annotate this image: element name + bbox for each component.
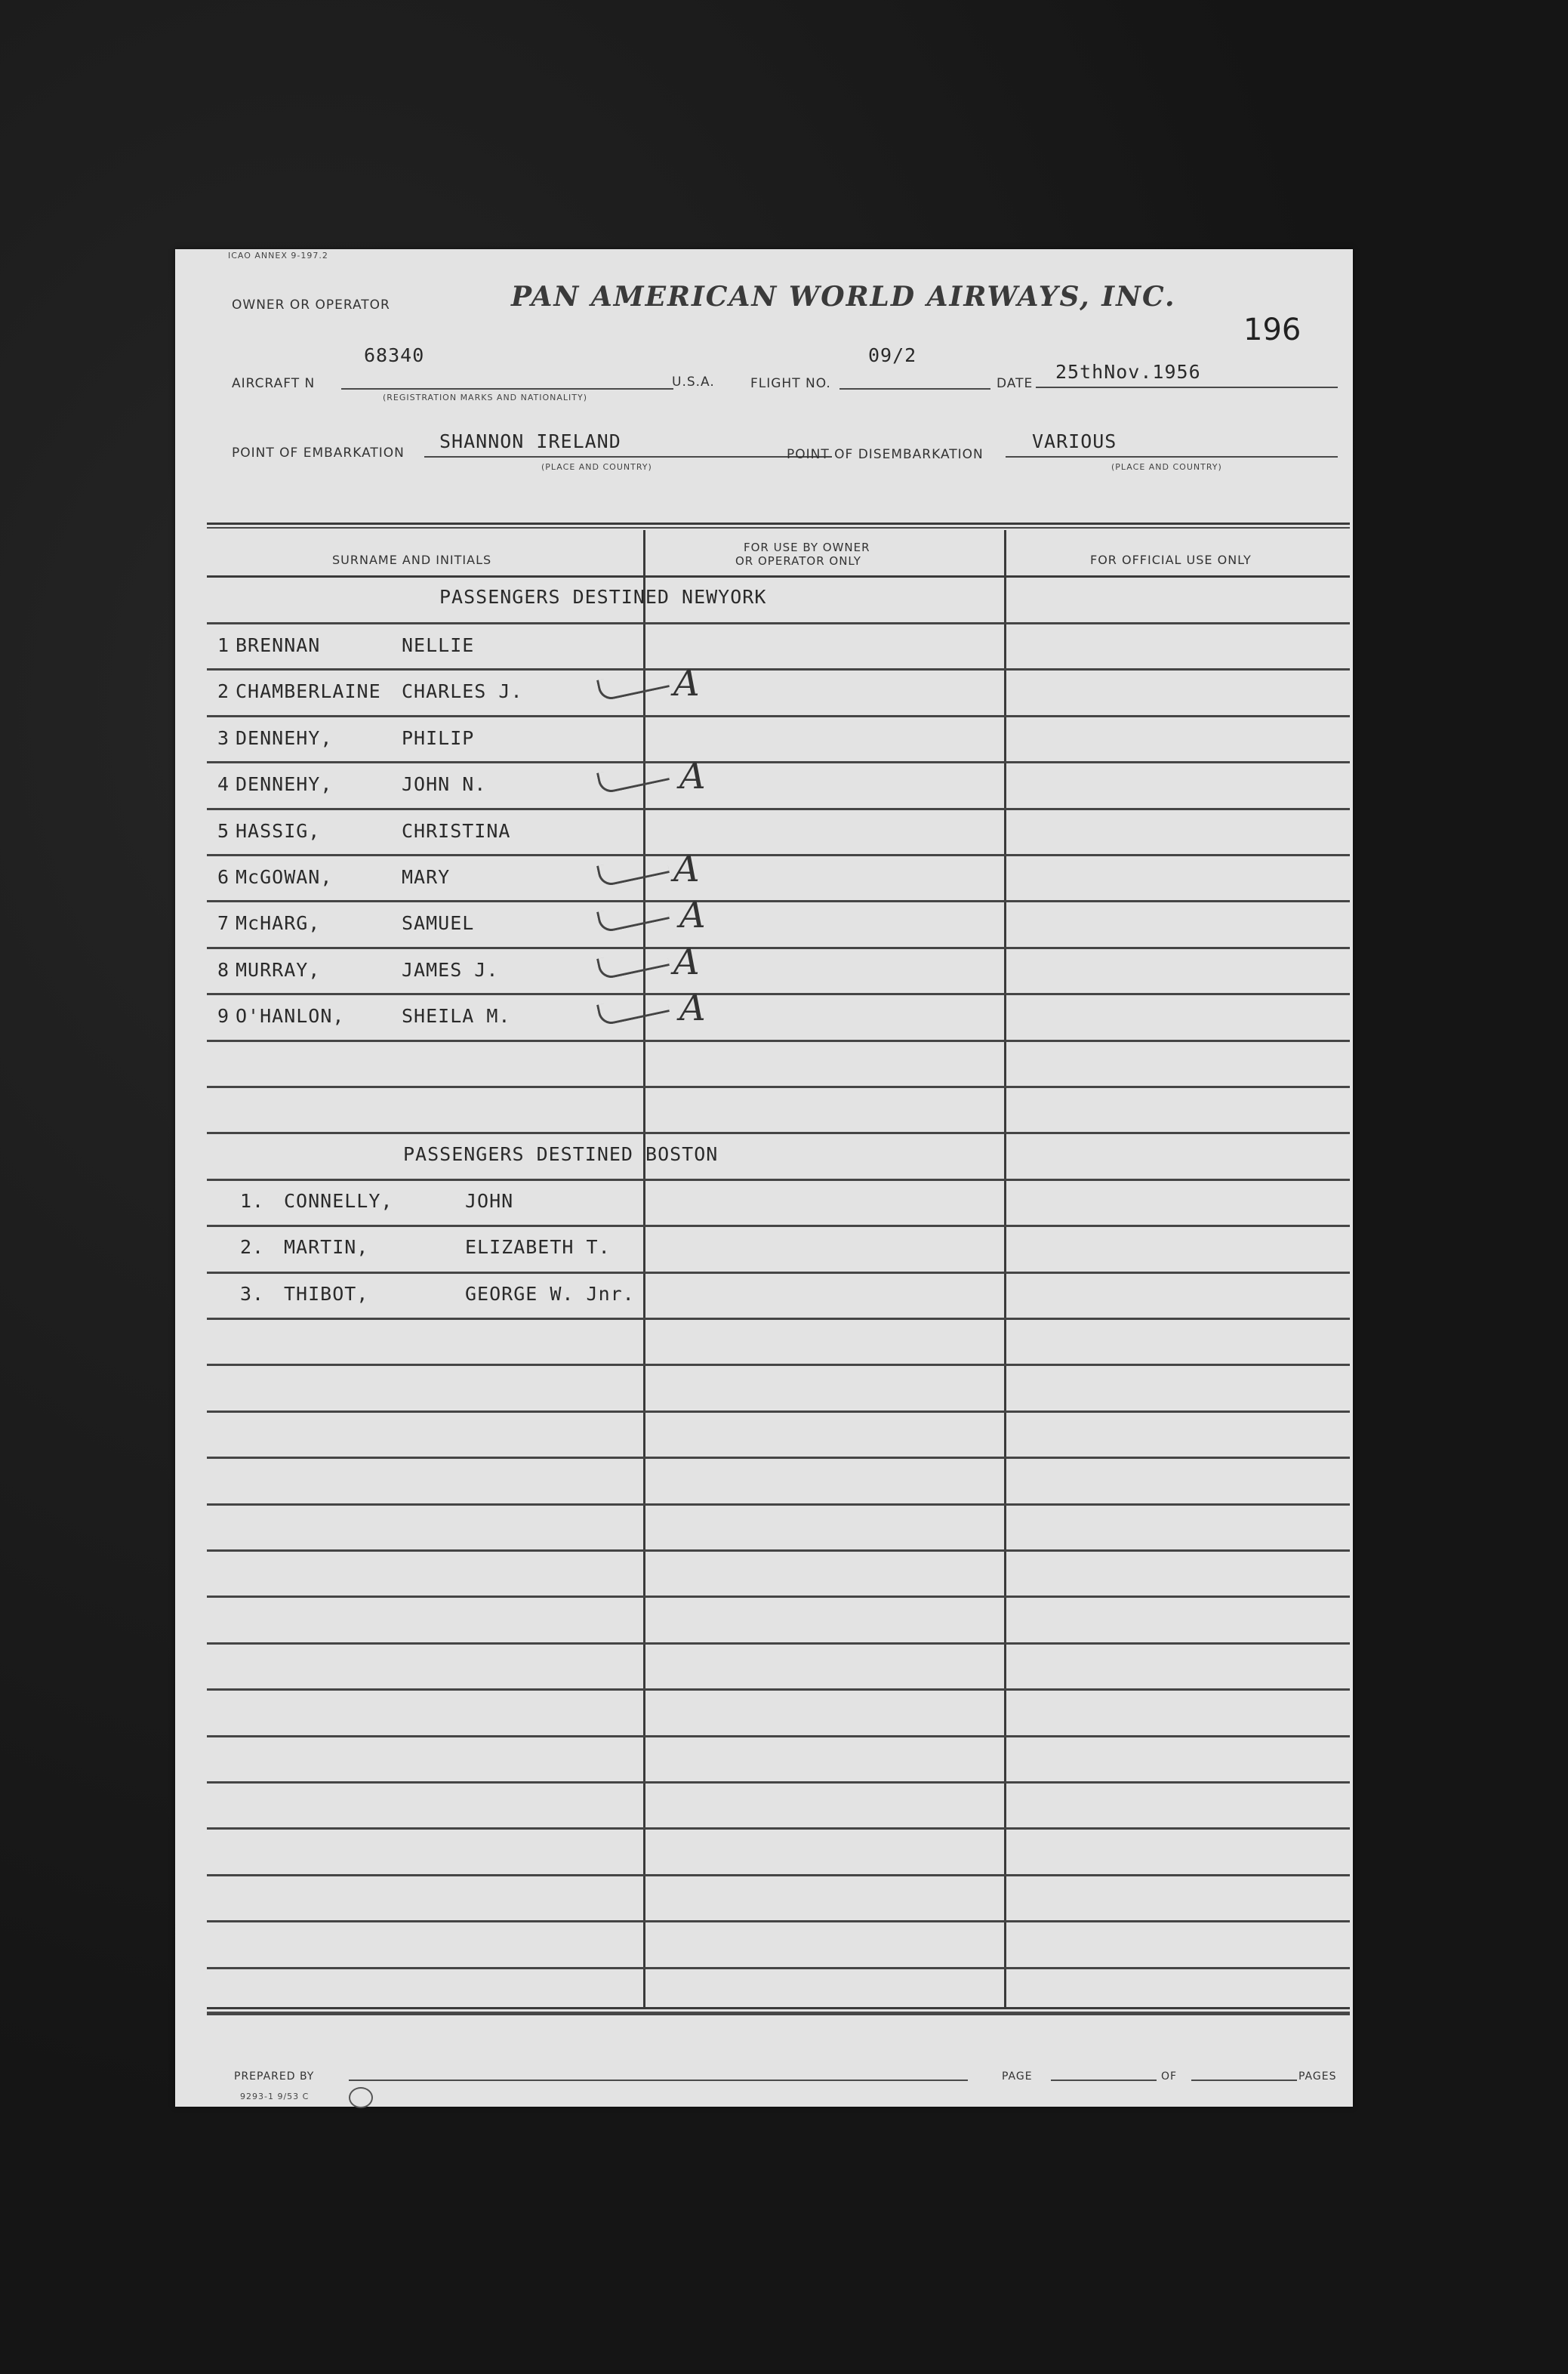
disembarkation-underline (1006, 456, 1338, 458)
row-rule (207, 1411, 1350, 1413)
page-number: 196 (1243, 313, 1302, 347)
section-heading-newyork: PASSENGERS DESTINED NEWYORK (439, 586, 767, 608)
row-rule (207, 808, 1350, 810)
passenger-manifest-form (175, 249, 1353, 2107)
union-bug-icon (349, 2087, 373, 2108)
passenger-given-name: MARY (402, 866, 451, 888)
embarkation-caption: (PLACE AND COUNTRY) (541, 462, 652, 472)
aircraft-label: AIRCRAFT N (232, 376, 316, 391)
table-top-rule-2 (207, 527, 1350, 529)
handwritten-mark: A (673, 848, 700, 890)
passenger-given-name: CHRISTINA (402, 819, 511, 842)
passenger-number: 9 (217, 1005, 230, 1028)
col-official-header: FOR OFFICIAL USE ONLY (1090, 553, 1252, 567)
row-rule (207, 1318, 1350, 1320)
passenger-number: 1 (217, 634, 230, 656)
passenger-given-name: JOHN N. (402, 773, 487, 796)
row-rule (207, 1132, 1350, 1134)
owner-label: OWNER OR OPERATOR (232, 298, 390, 313)
flight-label: FLIGHT NO. (750, 376, 831, 391)
table-bottom-rule-2 (207, 2012, 1350, 2013)
row-rule (207, 622, 1350, 624)
prepared-by-underline (349, 2080, 968, 2081)
check-mark-icon (596, 991, 670, 1027)
column-divider-2 (1004, 530, 1006, 2007)
row-rule (207, 668, 1350, 671)
prepared-by-label: PREPARED BY (234, 2070, 315, 2083)
row-rule (207, 1920, 1350, 1922)
disembarkation-label: POINT OF DISEMBARKATION (787, 447, 984, 462)
row-rule (207, 1874, 1350, 1876)
check-mark-icon (596, 759, 670, 795)
table-top-rule (207, 523, 1350, 525)
table-bottom-rule (207, 2007, 1350, 2009)
passenger-given-name: CHARLES J. (402, 680, 523, 703)
passenger-surname: O'HANLON, (236, 1005, 345, 1028)
row-rule (207, 1688, 1350, 1691)
passenger-surname: BRENNAN (236, 634, 321, 656)
section-heading-boston: PASSENGERS DESTINED BOSTON (403, 1143, 719, 1165)
row-rule (207, 1457, 1350, 1459)
passenger-given-name: JAMES J. (402, 958, 499, 981)
passenger-surname: McGOWAN, (236, 866, 333, 888)
form-code: ICAO ANNEX 9-197.2 (228, 251, 328, 261)
row-rule (207, 1735, 1350, 1737)
row-rule (207, 1225, 1350, 1227)
row-rule (207, 854, 1350, 856)
passenger-number: 5 (217, 819, 230, 842)
row-rule (207, 1179, 1350, 1181)
date-value: 25thNov.1956 (1055, 361, 1201, 383)
passenger-given-name: SAMUEL (402, 912, 475, 935)
aircraft-value: 68340 (364, 344, 425, 366)
check-mark-icon (596, 666, 670, 702)
check-mark-icon (596, 852, 670, 888)
disembarkation-caption: (PLACE AND COUNTRY) (1111, 462, 1222, 472)
passenger-number: 2 (217, 680, 230, 703)
row-rule (207, 1040, 1350, 1042)
passenger-given-name: ELIZABETH T. (465, 1236, 611, 1259)
flight-underline (839, 388, 990, 390)
disembarkation-value: VARIOUS (1032, 430, 1117, 452)
passenger-number: 7 (217, 912, 230, 935)
aircraft-underline (341, 388, 673, 390)
passenger-number: 2. (240, 1236, 265, 1259)
row-rule (207, 1503, 1350, 1506)
column-divider-1 (643, 530, 645, 2007)
passenger-surname: McHARG, (236, 912, 321, 935)
header-bottom-rule (207, 575, 1350, 578)
company-name: PAN AMERICAN WORLD AIRWAYS, INC. (511, 281, 1176, 313)
passenger-given-name: SHEILA M. (402, 1005, 511, 1028)
passenger-surname: MURRAY, (236, 958, 321, 981)
row-rule (207, 1364, 1350, 1366)
pages-label: PAGES (1298, 2070, 1337, 2083)
row-rule (207, 715, 1350, 717)
col-owner-header-2: OR OPERATOR ONLY (735, 554, 861, 568)
row-rule (207, 1827, 1350, 1830)
handwritten-mark: A (679, 894, 706, 937)
date-underline (1036, 387, 1338, 388)
row-rule (207, 2013, 1350, 2015)
passenger-number: 4 (217, 773, 230, 796)
passenger-given-name: JOHN (465, 1190, 514, 1212)
embarkation-label: POINT OF EMBARKATION (232, 446, 405, 461)
of-underline (1191, 2080, 1297, 2081)
row-rule (207, 1549, 1350, 1552)
col-owner-header-1: FOR USE BY OWNER (744, 541, 870, 554)
handwritten-mark: A (679, 987, 706, 1030)
passenger-given-name: NELLIE (402, 634, 475, 656)
page-label: PAGE (1002, 2070, 1033, 2083)
row-rule (207, 900, 1350, 902)
passenger-number: 3. (240, 1282, 265, 1305)
row-rule (207, 1642, 1350, 1645)
page-underline (1051, 2080, 1157, 2081)
row-rule (207, 993, 1350, 995)
passenger-number: 3 (217, 726, 230, 749)
row-rule (207, 761, 1350, 763)
check-mark-icon (596, 898, 670, 934)
registration-caption: (REGISTRATION MARKS AND NATIONALITY) (383, 393, 588, 402)
check-mark-icon (596, 944, 670, 980)
passenger-given-name: GEORGE W. Jnr. (465, 1282, 635, 1305)
embarkation-underline (424, 456, 832, 458)
col-surname-header: SURNAME AND INITIALS (332, 553, 492, 567)
row-rule (207, 1967, 1350, 1969)
row-rule (207, 1596, 1350, 1598)
passenger-number: 8 (217, 958, 230, 981)
passenger-number: 6 (217, 866, 230, 888)
passenger-surname: CONNELLY, (284, 1190, 393, 1212)
date-label: DATE (997, 376, 1034, 391)
handwritten-mark: A (673, 662, 700, 705)
footer-code: 9293-1 9/53 C (240, 2092, 310, 2101)
passenger-given-name: PHILIP (402, 726, 475, 749)
row-rule (207, 947, 1350, 949)
row-rule (207, 1781, 1350, 1784)
passenger-surname: CHAMBERLAINE (236, 680, 381, 703)
passenger-surname: MARTIN, (284, 1236, 369, 1259)
passenger-surname: DENNEHY, (236, 726, 333, 749)
handwritten-mark: A (679, 755, 706, 798)
row-rule (207, 1272, 1350, 1274)
row-rule (207, 1086, 1350, 1088)
passenger-surname: HASSIG, (236, 819, 321, 842)
passenger-surname: THIBOT, (284, 1282, 369, 1305)
flight-value: 09/2 (868, 344, 917, 366)
handwritten-mark: A (673, 940, 700, 983)
passenger-surname: DENNEHY, (236, 773, 333, 796)
passenger-number: 1. (240, 1190, 265, 1212)
of-label: OF (1161, 2070, 1178, 2083)
usa-label: U.S.A. (672, 375, 715, 390)
embarkation-value: SHANNON IRELAND (439, 430, 621, 452)
